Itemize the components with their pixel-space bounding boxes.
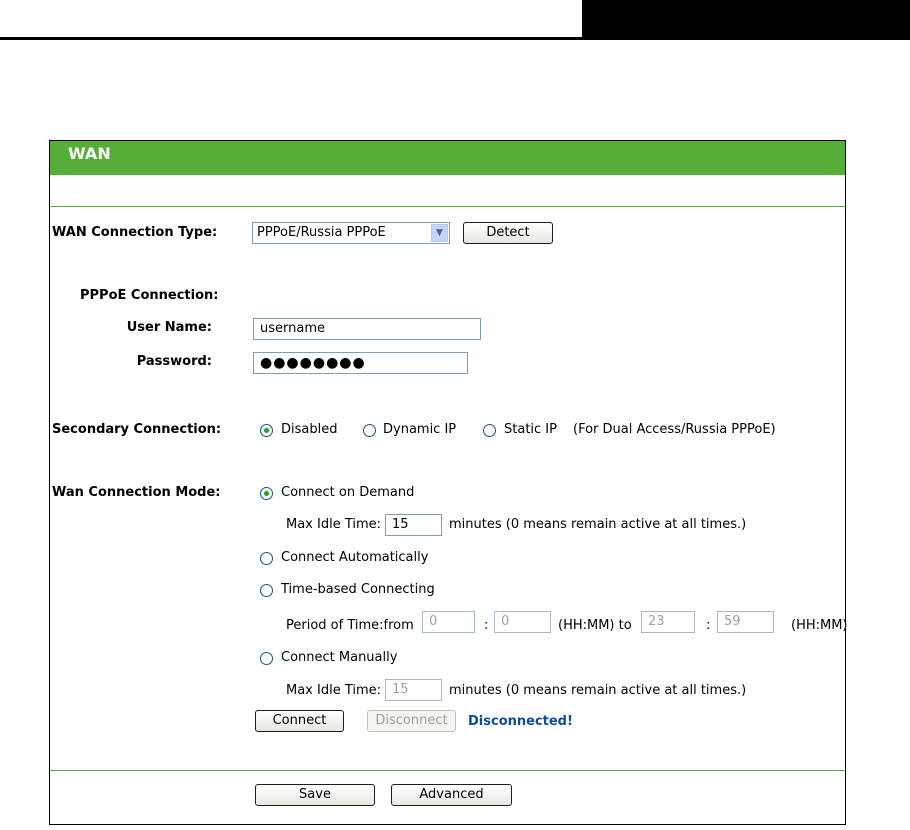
password-input[interactable]: ●●●●●●●● [253,352,468,374]
footer-divider [50,770,845,771]
connect-button[interactable]: Connect [255,710,344,732]
panel-title: WAN [50,141,845,175]
connect-manually-radio[interactable] [260,652,273,665]
manual-max-idle-label: Max Idle Time: [286,683,382,698]
connect-automatically-label: Connect Automatically [281,550,429,565]
secondary-static-ip-radio[interactable] [483,424,496,437]
period-label: Period of Time:from [286,618,414,633]
radio-selected-dot [264,491,269,496]
connect-automatically-radio[interactable] [260,552,273,565]
from-hour-input[interactable]: 0 [422,611,475,633]
from-minute-input[interactable]: 0 [494,611,551,633]
connect-on-demand-label: Connect on Demand [281,485,415,500]
manual-max-idle-note: minutes (0 means remain active at all times.) [449,683,747,698]
secondary-disabled-radio[interactable] [260,424,273,437]
secondary-disabled-label: Disabled [281,422,338,437]
secondary-static-ip-label: Static IP [504,422,557,437]
wan-type-select[interactable] [252,222,450,244]
secondary-note: (For Dual Access/Russia PPPoE) [573,422,776,437]
hhmm-to-label: (HH:MM) to [558,618,632,633]
top-rule [0,37,582,40]
chevron-down-icon[interactable]: ▼ [431,224,448,242]
detect-button[interactable]: Detect [463,222,553,244]
pppoe-section-label: PPPoE Connection: [80,288,219,303]
radio-selected-dot [264,428,269,433]
hhmm-label: (HH:MM) [791,618,848,633]
connect-manually-label: Connect Manually [281,650,398,665]
header-divider [50,206,845,207]
user-name-label: User Name: [126,320,212,335]
secondary-connection-label: Secondary Connection: [52,422,222,437]
connect-on-demand-radio[interactable] [260,487,273,500]
wan-panel [49,140,846,825]
from-colon: : [484,618,489,633]
disconnect-button[interactable]: Disconnect [367,710,456,732]
wan-type-value: PPPoE/Russia PPPoE [257,225,386,240]
to-colon: : [706,618,711,633]
time-based-label: Time-based Connecting [281,582,435,597]
advanced-button[interactable]: Advanced [391,784,512,806]
manual-max-idle-input[interactable]: 15 [385,679,442,701]
wan-type-label: WAN Connection Type: [52,225,218,240]
secondary-dynamic-ip-radio[interactable] [363,424,376,437]
time-based-radio[interactable] [260,584,273,597]
max-idle-note: minutes (0 means remain active at all times.) [449,517,747,532]
save-button[interactable]: Save [255,784,375,806]
to-hour-input[interactable]: 23 [641,611,695,633]
connection-mode-label: Wan Connection Mode: [52,485,221,500]
user-name-input[interactable]: username [253,318,481,340]
connection-status: Disconnected! [468,714,573,729]
secondary-dynamic-ip-label: Dynamic IP [383,422,457,437]
top-black-block [582,0,910,40]
max-idle-label: Max Idle Time: [286,517,382,532]
password-label: Password: [136,354,212,369]
to-minute-input[interactable]: 59 [717,611,774,633]
max-idle-input[interactable]: 15 [385,514,442,536]
